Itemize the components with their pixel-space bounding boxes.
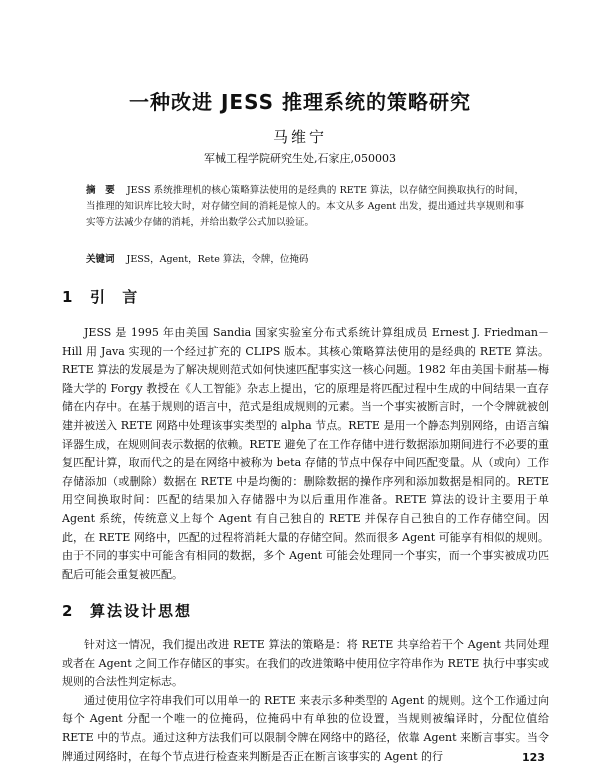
keywords (86, 252, 524, 268)
paragraph: 通过使用位字符串我们可以用单一的 RETE 来表示多种类型的 Agent 的规则。这个工作通过向每个 Agent 分配一个唯一的位掩码，位掩码中有单独的位设置，当规则被编译时，分配位值给 RETE 中的节点。通过这种方法我们可以限制令牌在网络中的路径，依靠 Agent 来断言事实。当令牌通过网络时，在每个节点进行检查来判断是否正在断言该事实的 Agent 的行 (62, 693, 549, 763)
author-affiliation: 军械工程学院研究生处,石家庄,050003 (204, 152, 396, 165)
abstract-label: 摘 要 (86, 185, 115, 196)
paragraph: 针对这一情况，我们提出改进 RETE 算法的策略是：将 RETE 共享给若干个 Agent 共同处理或者在 Agent 之间工作存储区的事实。在我们的改进策略中使用位字符串作为 RETE 执行中事实或规则的合法性判定标志。 (62, 638, 549, 689)
section-heading-algorithm-design (62, 600, 192, 621)
section-title: 引 言 (90, 288, 144, 306)
section-number: 2 (62, 602, 73, 620)
paragraph: JESS 是 1995 年由美国 Sandia 国家实验室分布式系统计算组成员 Ernest J. Friedman－Hill 用 Java 实现的一个经过扩充的 CLIPS 版本。其核心策略算法使用的是经典的 RETE 算法。RETE 算法的发展是为了解决规则范式如何快速匹配事实这一核心问题。1982 年由美国卡耐基—梅隆大学的 Forgy 教授在《人工智能》杂志上提出，它的原理是将匹配过程中生成的中间结果一直存储在内存中。在基于规则的语言中，范式是组成规则的元素。当一个事实被断言时，一个令牌就被创建并被送入 RETE 网路中处理该事实类型的 alpha 节点。RETE 是用一个静态判别网络，由语言编译器生成，在规则间表示数据的依赖。RETE 避免了在工作存储中进行数据添加期间进行不必要的重复匹配计算，取而代之的是在网络中被称为 beta 存储的节点中保存中间匹配变量。从（或向）工作存储添加（或删除）数据在 RETE 中是均衡的：删除数据的操作序列和添加数据是相同的。RETE 用空间换取时间：匹配的结果加入存储器中为以后重用作准备。RETE 算法的设计主要用于单 Agent 系统，传统意义上每个 Agent 有自己独自的 RETE 并保存自己独自的工作存储空间。因此，在 RETE 网络中，匹配的过程将消耗大量的存储空间。然而很多 Agent 可能享有相似的规则。由于不同的事实中可能含有相同的数据，多个 Agent 可能会处理同一个事实，而一个事实被成功匹配后可能会重复被匹配。 (62, 326, 549, 581)
section-body-algorithm-design (62, 636, 549, 766)
keywords-label: 关键词 (86, 254, 115, 265)
section-title: 算法设计思想 (90, 602, 193, 620)
abstract (86, 183, 524, 231)
paper-title: 一种改进 JESS 推理系统的策略研究 (129, 90, 471, 114)
author-name: 马维宁 (272, 128, 327, 146)
section-number: 1 (62, 288, 73, 306)
section-heading-introduction (62, 286, 143, 307)
abstract-text: JESS 系统推理机的核心策略算法使用的是经典的 RETE 算法，以存储空间换取执行的时间，当推理的知识库比较大时，对存储空间的消耗是惊人的。本文从多 Agent 出发，提出通过共享规则和事实等方法减少存储的消耗，并给出数学公式加以验证。 (86, 185, 524, 228)
section-body-introduction (62, 324, 549, 584)
page-number: 123 (522, 751, 545, 764)
keywords-text: JESS，Agent，Rete 算法，令牌，位掩码 (126, 254, 309, 265)
